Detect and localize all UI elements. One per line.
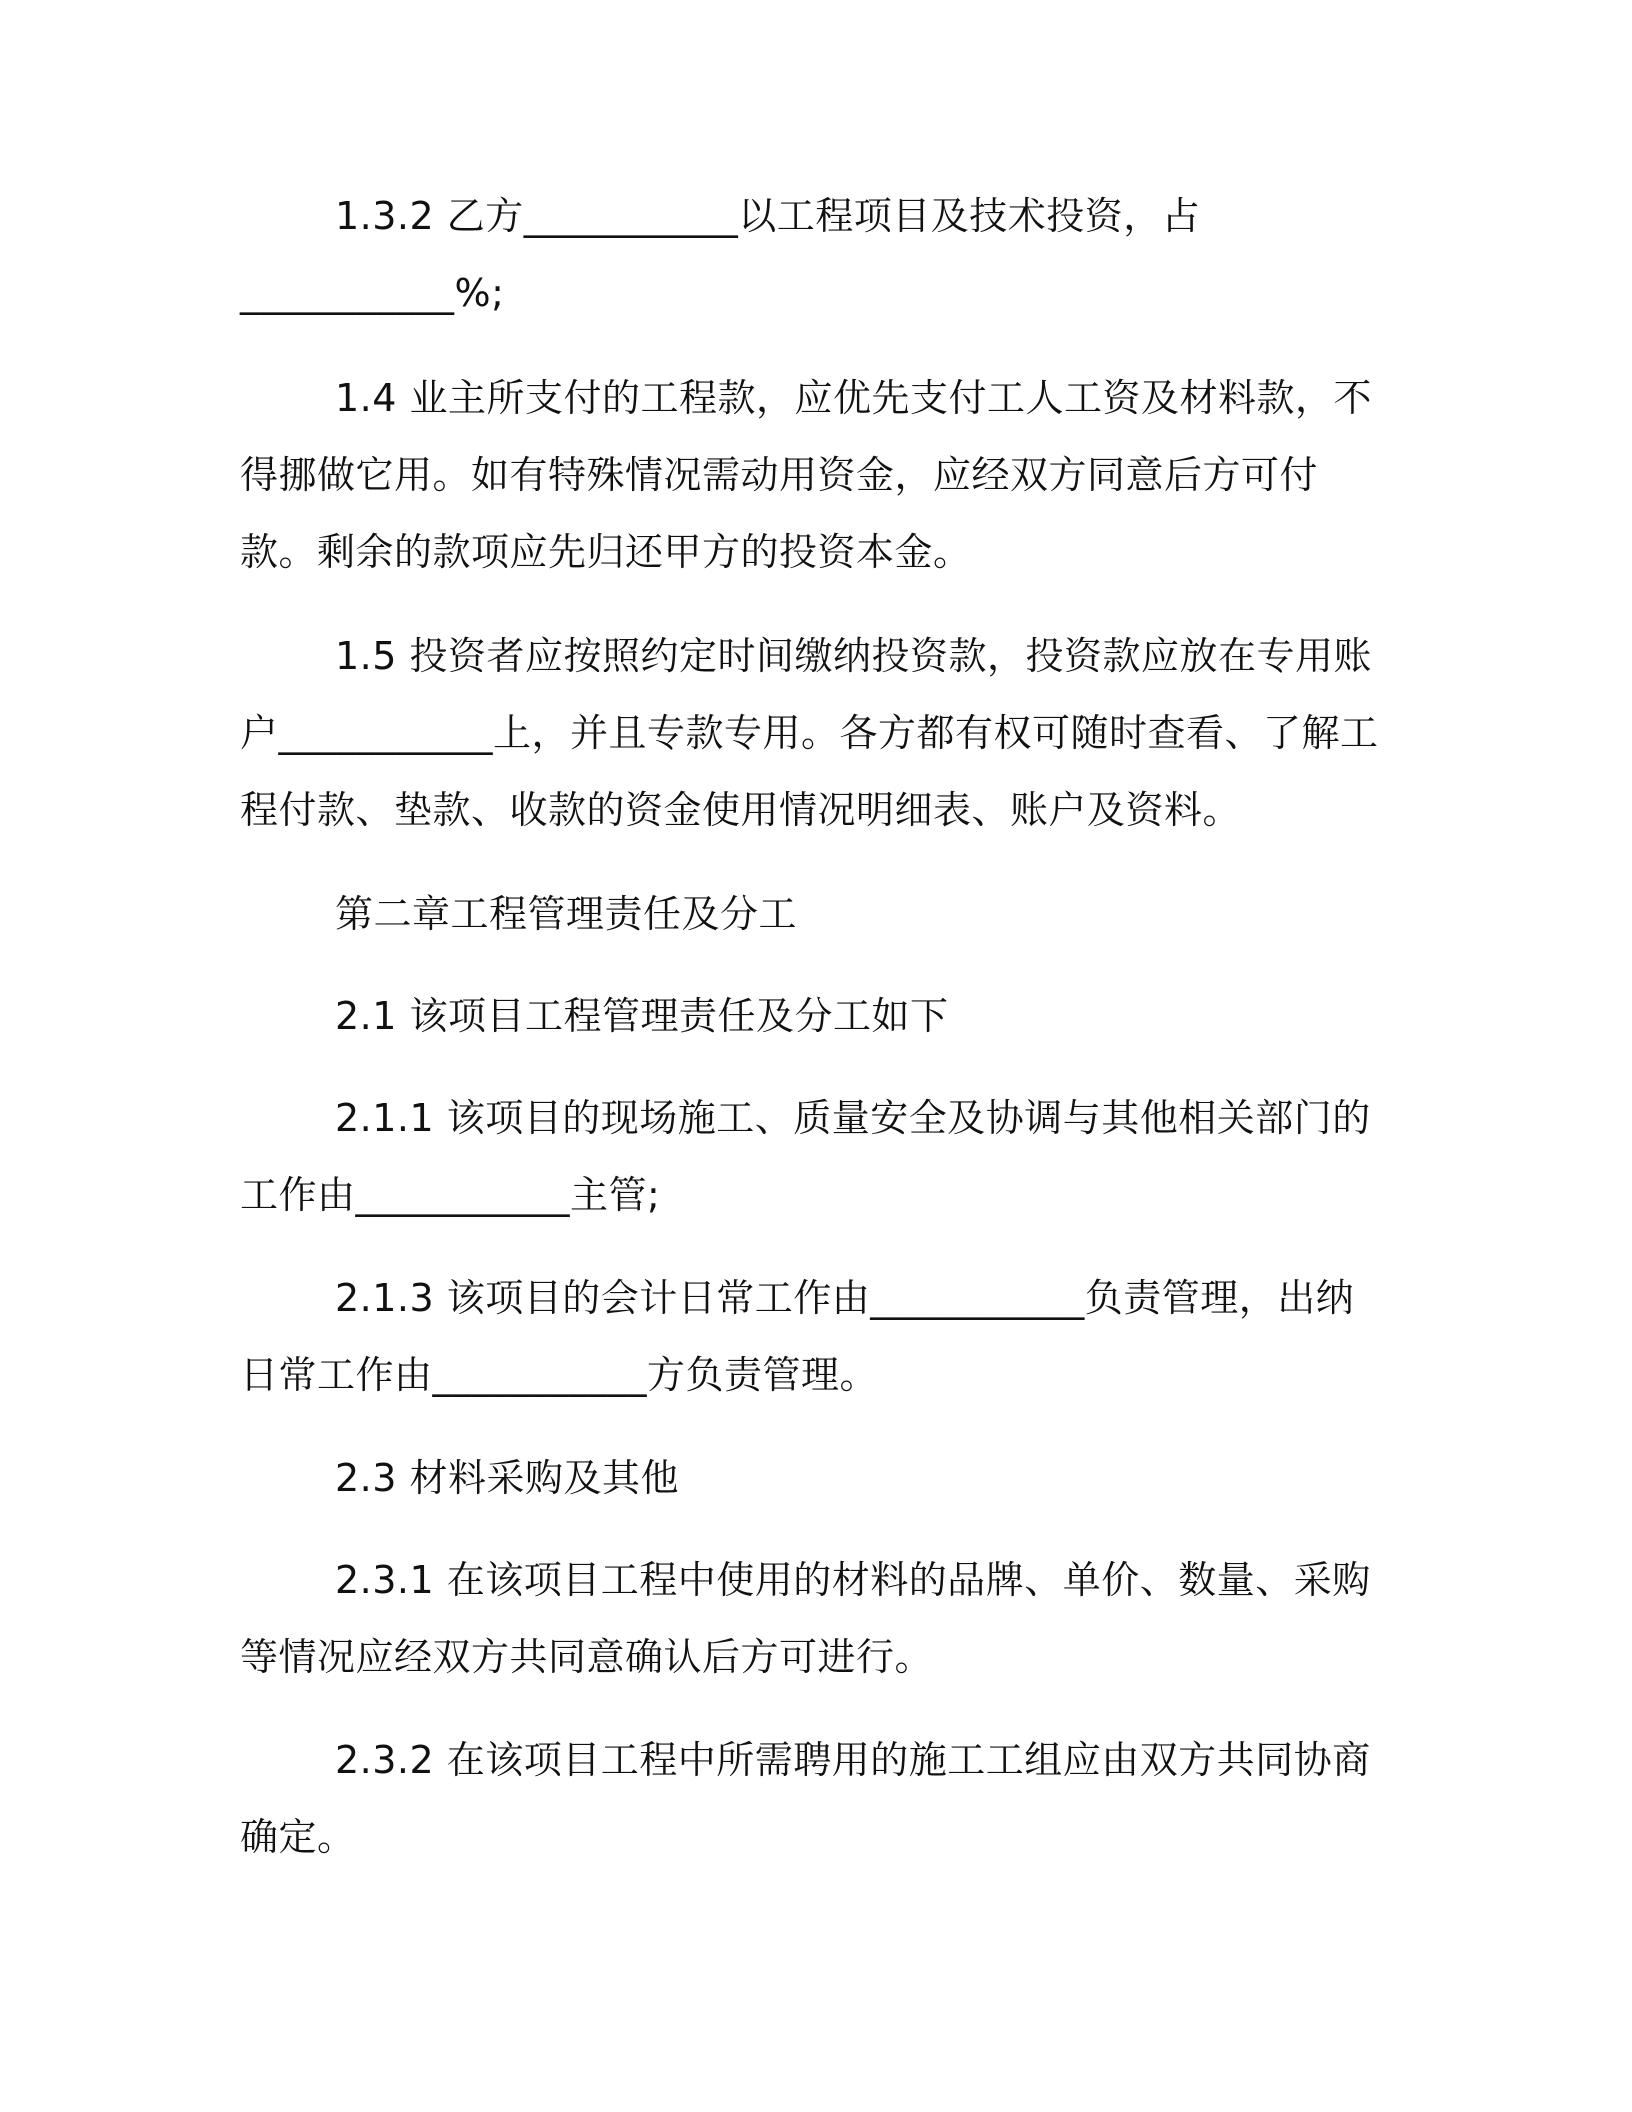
- clause-2-1-3: 2.1.3 该项目的会计日常工作由___________负责管理，出纳日常工作由___________方负责管理。: [240, 1276, 1355, 1397]
- clause-2-1-1: 2.1.1 该项目的现场施工、质量安全及协调与其他相关部门的工作由___________主管;: [240, 1096, 1371, 1217]
- clause-2-1: 2.1 该项目工程管理责任及分工如下: [335, 994, 949, 1038]
- clause-1-4: 1.4 业主所支付的工程款，应优先支付工人工资及材料款，不得挪做它用。如有特殊情况需动用资金，应经双方同意后方可付款。剩余的款项应先归还甲方的投资本金。: [240, 376, 1373, 574]
- clause-2-3-2: 2.3.2 在该项目工程中所需聘用的施工工组应由双方共同协商确定。: [240, 1738, 1371, 1859]
- clause-1-3-2: 1.3.2 乙方___________以工程项目及技术投资，占___________%;: [240, 194, 1201, 315]
- clause-1-5: 1.5 投资者应按照约定时间缴纳投资款，投资款应放在专用账户___________上，并且专款专用。各方都有权可随时查看、了解工程付款、垫款、收款的资金使用情况明细表、账户及资料。: [240, 634, 1379, 832]
- chapter-2-heading: 第二章工程管理责任及分工: [335, 892, 798, 936]
- clause-2-3: 2.3 材料采购及其他: [335, 1456, 680, 1500]
- clause-2-3-1: 2.3.1 在该项目工程中使用的材料的品牌、单价、数量、采购等情况应经双方共同意确认后方可进行。: [240, 1558, 1371, 1679]
